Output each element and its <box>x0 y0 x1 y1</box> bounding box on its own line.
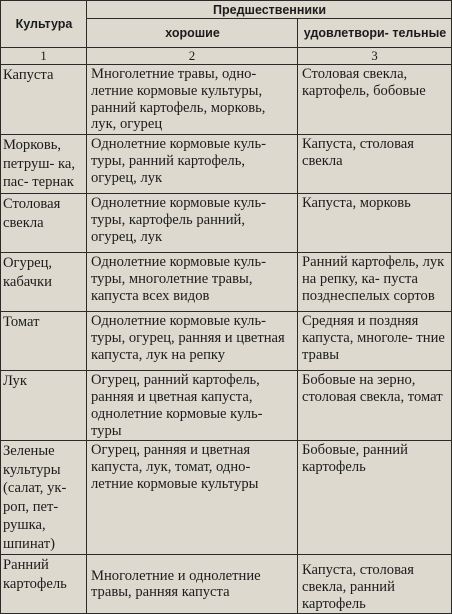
good-predecessors-cell: Однолетние кормовые куль- туры, огурец, ранняя и цветная капуста, лук на репку <box>87 312 298 371</box>
table-row <box>1 371 452 441</box>
satisfactory-predecessors-cell: Бобовые, ранний картофель <box>298 441 452 555</box>
crop-cell: Морковь, петруш- ка, пас- тернак <box>1 135 87 194</box>
header-crop: Культура <box>1 1 87 48</box>
crop-cell: Столовая свекла <box>1 194 87 253</box>
satisfactory-predecessors-cell: Бобовые на зерно, столовая свекла, томат <box>298 371 452 441</box>
header-satisfactory: удовлетвори- тельные <box>298 19 452 48</box>
satisfactory-predecessors-cell: Капуста, морковь <box>298 194 452 253</box>
satisfactory-predecessors-cell: Средняя и поздняя капуста, многоле- тние травы <box>298 312 452 371</box>
satisfactory-predecessors-cell: Ранний картофель, лук на репку, ка- пуста позднеспелых сортов <box>298 253 452 312</box>
table-row <box>1 441 452 555</box>
table-row <box>1 65 452 135</box>
good-predecessors-cell: Однолетние кормовые куль- туры, картофель ранний, огурец, лук <box>87 194 298 253</box>
column-number: 1 <box>1 48 87 65</box>
good-predecessors-cell: Многолетние травы, одно- летние кормовые культуры, ранний картофель, морковь, лук, огурец <box>87 65 298 135</box>
good-predecessors-cell: Огурец, ранний картофель, ранняя и цветная капуста, однолетние кормовые куль- туры <box>87 371 298 441</box>
table-row <box>1 555 452 614</box>
crop-cell: Лук <box>1 371 87 441</box>
good-predecessors-cell: Однолетние кормовые куль- туры, ранний картофель, огурец, лук <box>87 135 298 194</box>
crop-cell: Томат <box>1 312 87 371</box>
crop-cell: Зеленые культуры (салат, ук- роп, пет- рушка, шпинат) <box>1 441 87 555</box>
satisfactory-predecessors-cell: Капуста, столовая свекла, ранний картофель <box>298 555 452 614</box>
column-number: 3 <box>298 48 452 65</box>
table-row <box>1 253 452 312</box>
table-row <box>1 135 452 194</box>
satisfactory-predecessors-cell: Столовая свекла, картофель, бобовые <box>298 65 452 135</box>
good-predecessors-cell: Огурец, ранняя и цветная капуста, лук, томат, одно- летние кормовые культуры <box>87 441 298 555</box>
table-row <box>1 312 452 371</box>
crop-cell: Капуста <box>1 65 87 135</box>
table-row <box>1 194 452 253</box>
column-number: 2 <box>87 48 298 65</box>
good-predecessors-cell: Однолетние кормовые куль- туры, многолетние травы, капуста всех видов <box>87 253 298 312</box>
header-good: хорошие <box>87 19 298 48</box>
satisfactory-predecessors-cell: Капуста, столовая свекла <box>298 135 452 194</box>
good-predecessors-cell: Многолетние и однолетние травы, ранняя капуста <box>87 555 298 614</box>
crop-cell: Ранний картофель <box>1 555 87 614</box>
header-predecessors: Предшественники <box>87 1 452 19</box>
crop-cell: Огурец, кабачки <box>1 253 87 312</box>
